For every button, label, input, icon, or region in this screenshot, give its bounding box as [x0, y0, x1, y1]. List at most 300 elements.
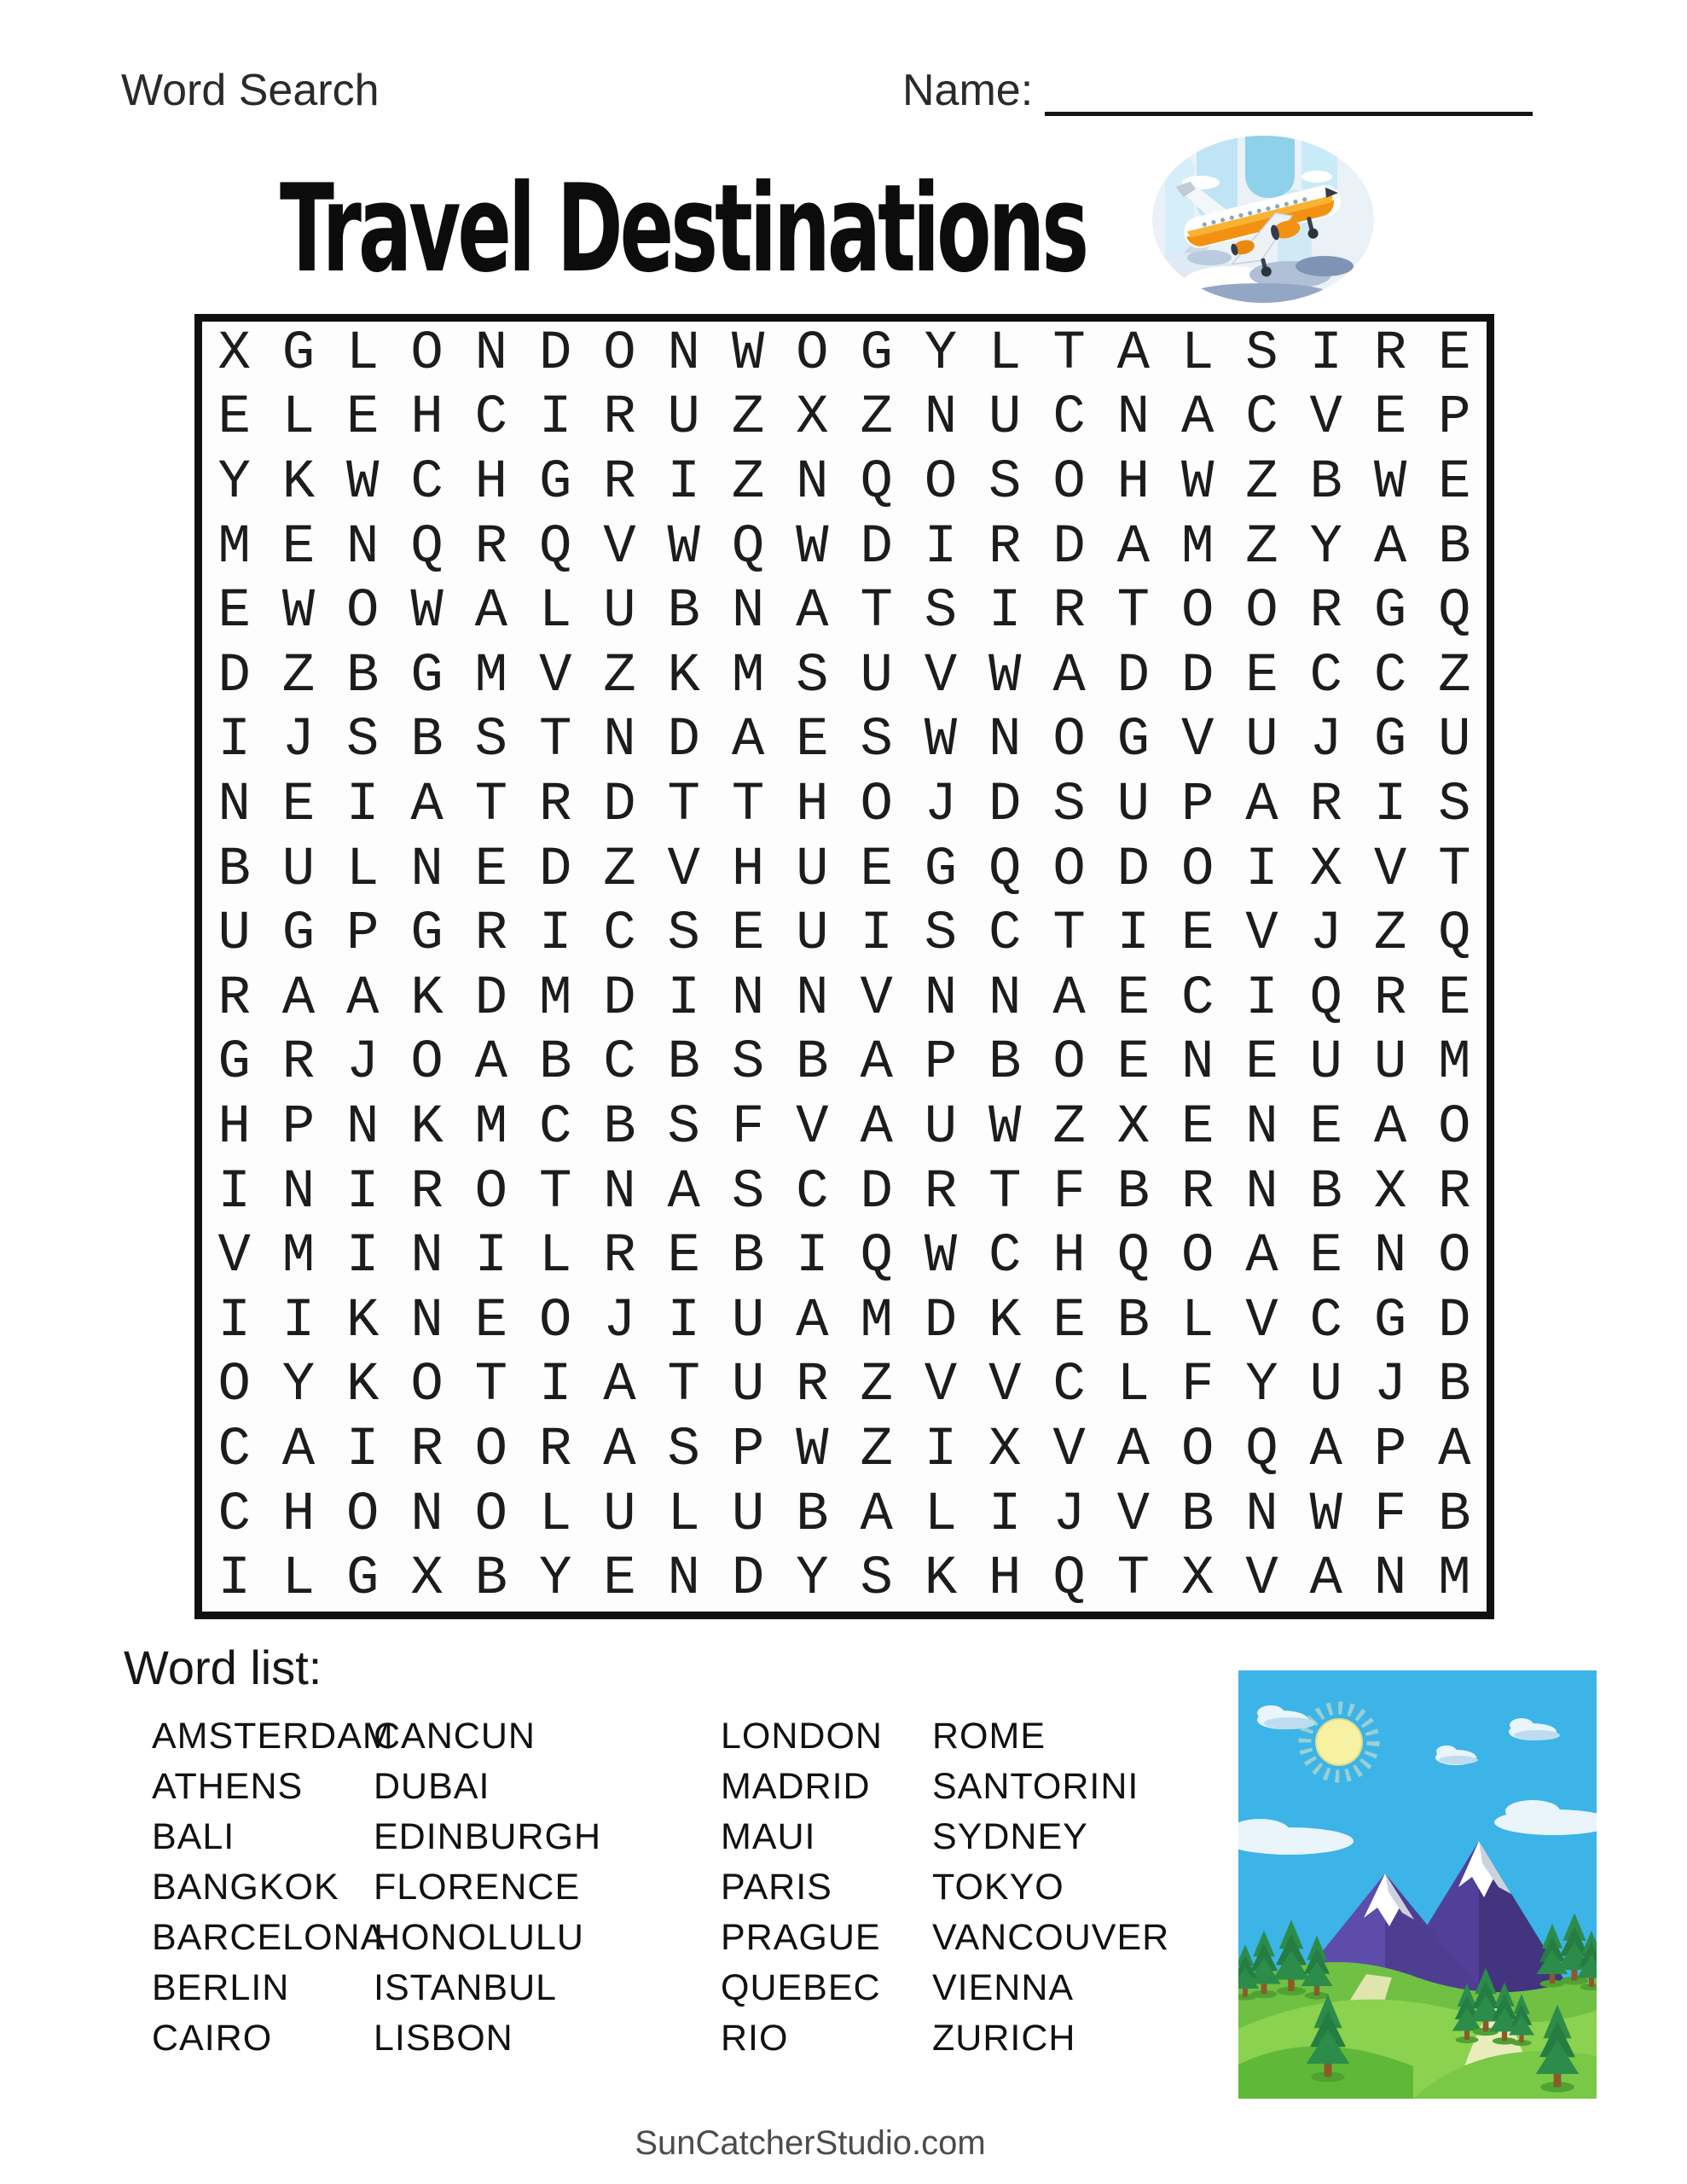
- grid-letter: X: [217, 322, 251, 385]
- grid-letter: D: [1438, 1290, 1471, 1352]
- grid-letter: B: [538, 1032, 572, 1095]
- grid-letter: A: [796, 581, 829, 643]
- grid-letter: C: [1309, 1290, 1342, 1352]
- grid-letter: O: [1180, 1226, 1215, 1288]
- grid-letter: U: [1309, 1032, 1342, 1095]
- grid-letter: R: [474, 516, 508, 578]
- grid-letter: A: [860, 1484, 893, 1546]
- grid-letter: O: [1438, 1096, 1471, 1159]
- grid-letter: W: [1309, 1484, 1342, 1546]
- grid-letter: Y: [538, 1548, 572, 1611]
- grid-letter: U: [796, 839, 829, 901]
- grid-letter: D: [217, 645, 251, 707]
- grid-letter: V: [1052, 1419, 1086, 1481]
- grid-letter: A: [860, 1096, 893, 1159]
- grid-letter: Z: [603, 839, 636, 901]
- grid-letter: L: [281, 387, 316, 450]
- grid-letter: I: [1373, 774, 1407, 836]
- grid-letter: R: [603, 1226, 636, 1288]
- grid-letter: Z: [603, 645, 636, 707]
- grid-letter: T: [1116, 581, 1151, 643]
- grid-letter: A: [1245, 774, 1278, 836]
- grid-letter: L: [667, 1484, 700, 1546]
- grid-letter: E: [217, 581, 251, 643]
- grid-letter: W: [988, 645, 1022, 707]
- grid-letter: L: [281, 1548, 316, 1611]
- grid-letter: P: [281, 1096, 316, 1159]
- grid-letter: E: [1438, 967, 1471, 1030]
- grid-letter: I: [667, 1290, 700, 1352]
- grid-letter: E: [1245, 1032, 1278, 1095]
- grid-letter: O: [1438, 1226, 1471, 1288]
- grid-letter: R: [217, 967, 251, 1030]
- grid-letter: P: [346, 903, 380, 966]
- grid-letter: B: [1438, 516, 1471, 578]
- grid-letter: E: [474, 1290, 508, 1352]
- grid-letter: S: [988, 451, 1022, 514]
- grid-letter: E: [1438, 322, 1471, 385]
- footer-site-name: SunCatcherStudio.com: [635, 2124, 986, 2162]
- grid-letter: C: [1245, 387, 1278, 450]
- word-list-item: ZURICH: [932, 2018, 1076, 2059]
- grid-letter: N: [1180, 1032, 1215, 1095]
- grid-letter: L: [1180, 322, 1215, 385]
- grid-letter: O: [796, 322, 829, 385]
- grid-letter: C: [410, 451, 443, 514]
- grid-letter: N: [410, 1226, 443, 1288]
- grid-letter: Z: [1438, 645, 1471, 707]
- grid-letter: D: [860, 1161, 893, 1223]
- grid-letter: N: [346, 1096, 380, 1159]
- puzzle-title: Travel Destinations: [280, 159, 1087, 299]
- grid-letter: R: [1309, 774, 1342, 836]
- grid-letter: G: [860, 322, 893, 385]
- grid-letter: N: [1373, 1548, 1407, 1611]
- grid-letter: N: [731, 967, 765, 1030]
- grid-letter: S: [731, 1032, 765, 1095]
- grid-letter: C: [474, 387, 508, 450]
- grid-letter: J: [603, 1290, 636, 1352]
- grid-letter: B: [410, 710, 443, 772]
- grid-letter: A: [474, 1032, 508, 1095]
- grid-letter: X: [1373, 1161, 1407, 1223]
- grid-letter: I: [346, 1419, 380, 1481]
- grid-letter: R: [474, 903, 508, 966]
- grid-letter: F: [1180, 1355, 1215, 1417]
- grid-letter: A: [1052, 967, 1086, 1030]
- grid-letter: V: [1245, 1548, 1278, 1611]
- grid-letter: U: [731, 1290, 765, 1352]
- grid-letter: O: [924, 451, 958, 514]
- grid-letter: A: [603, 1419, 636, 1481]
- grid-letter: R: [1373, 322, 1407, 385]
- word-list-item: BALI: [152, 1816, 235, 1857]
- word-list-item: RIO: [721, 2018, 789, 2059]
- grid-letter: G: [1116, 710, 1151, 772]
- grid-letter: A: [410, 774, 443, 836]
- grid-letter: O: [1052, 451, 1086, 514]
- grid-letter: G: [1373, 710, 1407, 772]
- grid-letter: A: [1116, 1419, 1151, 1481]
- grid-letter: E: [1116, 967, 1151, 1030]
- grid-letter: N: [346, 516, 380, 578]
- grid-letter: U: [667, 387, 700, 450]
- grid-letter: Q: [860, 451, 893, 514]
- word-list-item: SYDNEY: [932, 1816, 1088, 1857]
- grid-letter: Q: [1438, 581, 1471, 643]
- word-list-item: LISBON: [374, 2018, 513, 2059]
- grid-letter: T: [860, 581, 893, 643]
- grid-letter: B: [1438, 1484, 1471, 1546]
- grid-letter: A: [474, 581, 508, 643]
- grid-letter: J: [1309, 903, 1342, 966]
- grid-letter: N: [281, 1161, 316, 1223]
- grid-letter: Q: [1245, 1419, 1278, 1481]
- grid-letter: D: [731, 1548, 765, 1611]
- grid-letter: K: [667, 645, 700, 707]
- grid-letter: G: [538, 451, 572, 514]
- grid-letter: G: [281, 903, 316, 966]
- grid-letter: Z: [281, 645, 316, 707]
- word-list-item: DUBAI: [374, 1766, 490, 1807]
- grid-letter: N: [667, 322, 700, 385]
- grid-letter: Q: [410, 516, 443, 578]
- grid-letter: I: [667, 451, 700, 514]
- airplane-icon: [1150, 130, 1380, 309]
- grid-letter: C: [538, 1096, 572, 1159]
- grid-letter: I: [281, 1290, 316, 1352]
- grid-letter: N: [1116, 387, 1151, 450]
- grid-letter: B: [796, 1484, 829, 1546]
- grid-letter: N: [410, 1290, 443, 1352]
- grid-letter: C: [1373, 645, 1407, 707]
- grid-letter: V: [796, 1096, 829, 1159]
- grid-letter: I: [924, 1419, 958, 1481]
- grid-letter: M: [217, 516, 251, 578]
- grid-letter: Z: [860, 1419, 893, 1481]
- grid-letter: A: [796, 1290, 829, 1352]
- grid-letter: N: [1245, 1484, 1278, 1546]
- grid-letter: A: [346, 967, 380, 1030]
- grid-letter: O: [1052, 839, 1086, 901]
- grid-letter: B: [667, 1032, 700, 1095]
- grid-letter: D: [924, 1290, 958, 1352]
- grid-letter: D: [860, 516, 893, 578]
- grid-letter: V: [1373, 839, 1407, 901]
- word-list-item: ROME: [932, 1716, 1046, 1757]
- grid-letter: S: [667, 1096, 700, 1159]
- grid-letter: R: [1373, 967, 1407, 1030]
- grid-letter: Y: [1245, 1355, 1278, 1417]
- grid-letter: I: [217, 710, 251, 772]
- grid-letter: M: [1438, 1548, 1471, 1611]
- word-list-item: QUEBEC: [721, 1967, 881, 2008]
- grid-letter: G: [281, 322, 316, 385]
- grid-letter: B: [1438, 1355, 1471, 1417]
- grid-letter: I: [538, 903, 572, 966]
- grid-letter: B: [346, 645, 380, 707]
- word-list-item: MAUI: [721, 1816, 816, 1857]
- grid-letter: L: [538, 1226, 572, 1288]
- grid-letter: I: [1309, 322, 1342, 385]
- grid-letter: A: [1373, 516, 1407, 578]
- grid-letter: A: [1116, 516, 1151, 578]
- grid-letter: B: [1309, 451, 1342, 514]
- grid-letter: V: [1116, 1484, 1151, 1546]
- grid-letter: P: [1180, 774, 1215, 836]
- grid-letter: Z: [1245, 451, 1278, 514]
- word-list-item: LONDON: [721, 1716, 883, 1757]
- grid-letter: B: [796, 1032, 829, 1095]
- grid-letter: B: [474, 1548, 508, 1611]
- grid-letter: S: [796, 645, 829, 707]
- word-list-item: MADRID: [721, 1766, 871, 1807]
- grid-letter: T: [667, 774, 700, 836]
- grid-letter: C: [603, 1032, 636, 1095]
- grid-letter: C: [217, 1419, 251, 1481]
- word-list-item: VANCOUVER: [932, 1917, 1170, 1958]
- grid-letter: A: [1309, 1419, 1342, 1481]
- grid-letter: L: [1116, 1355, 1151, 1417]
- grid-letter: O: [1180, 1419, 1215, 1481]
- grid-letter: N: [796, 967, 829, 1030]
- grid-letter: L: [988, 322, 1022, 385]
- grid-letter: U: [731, 1484, 765, 1546]
- grid-letter: S: [1438, 774, 1471, 836]
- grid-letter: N: [1245, 1096, 1278, 1159]
- grid-letter: E: [281, 774, 316, 836]
- name-field: [902, 65, 1533, 116]
- grid-letter: J: [924, 774, 958, 836]
- grid-letter: P: [1373, 1419, 1407, 1481]
- grid-letter: G: [410, 645, 443, 707]
- grid-letter: M: [731, 645, 765, 707]
- grid-letter: L: [924, 1484, 958, 1546]
- grid-letter: L: [1180, 1290, 1215, 1352]
- grid-letter: H: [988, 1548, 1022, 1611]
- word-list-item: TOKYO: [932, 1867, 1064, 1908]
- grid-letter: V: [1245, 1290, 1278, 1352]
- grid-letter: C: [1052, 1355, 1086, 1417]
- grid-letter: R: [538, 774, 572, 836]
- grid-letter: K: [281, 451, 316, 514]
- grid-letter: Q: [731, 516, 765, 578]
- grid-letter: J: [1373, 1355, 1407, 1417]
- grid-letter: A: [281, 967, 316, 1030]
- grid-letter: R: [1180, 1161, 1215, 1223]
- grid-letter: U: [1373, 1032, 1407, 1095]
- word-list-item: FLORENCE: [374, 1867, 581, 1908]
- grid-letter: I: [538, 1355, 572, 1417]
- grid-letter: E: [1438, 451, 1471, 514]
- grid-letter: D: [1116, 839, 1151, 901]
- grid-letter: G: [1373, 581, 1407, 643]
- grid-letter: H: [281, 1484, 316, 1546]
- grid-letter: U: [1438, 710, 1471, 772]
- grid-letter: V: [1309, 387, 1342, 450]
- grid-letter: I: [346, 1161, 380, 1223]
- grid-letter: D: [538, 322, 572, 385]
- grid-letter: W: [1180, 451, 1215, 514]
- grid-letter: H: [731, 839, 765, 901]
- grid-letter: M: [538, 967, 572, 1030]
- grid-letter: W: [924, 710, 958, 772]
- grid-letter: R: [1309, 581, 1342, 643]
- grid-letter: P: [731, 1419, 765, 1481]
- grid-letter: R: [924, 1161, 958, 1223]
- grid-letter: Z: [1245, 516, 1278, 578]
- grid-letter: Q: [988, 839, 1022, 901]
- grid-letter: W: [667, 516, 700, 578]
- grid-letter: S: [860, 710, 893, 772]
- grid-letter: R: [410, 1419, 443, 1481]
- grid-letter: K: [346, 1290, 380, 1352]
- grid-letter: I: [217, 1161, 251, 1223]
- grid-letter: N: [410, 839, 443, 901]
- grid-letter: N: [731, 581, 765, 643]
- grid-letter: T: [988, 1161, 1022, 1223]
- grid-letter: B: [1116, 1161, 1151, 1223]
- grid-letter: D: [474, 967, 508, 1030]
- grid-letter: V: [924, 1355, 958, 1417]
- grid-letter: E: [281, 516, 316, 578]
- grid-letter: S: [860, 1548, 893, 1611]
- word-list-item: AMSTERDAM: [152, 1716, 394, 1757]
- grid-letter: I: [796, 1226, 829, 1288]
- grid-letter: Q: [1438, 903, 1471, 966]
- grid-letter: I: [1245, 967, 1278, 1030]
- grid-letter: L: [346, 839, 380, 901]
- grid-letter: S: [346, 710, 380, 772]
- grid-letter: W: [346, 451, 380, 514]
- grid-letter: V: [1180, 710, 1215, 772]
- grid-letter: S: [731, 1161, 765, 1223]
- grid-letter: R: [988, 516, 1022, 578]
- grid-letter: S: [667, 903, 700, 966]
- grid-letter: K: [410, 1096, 443, 1159]
- grid-letter: U: [796, 903, 829, 966]
- grid-letter: M: [1180, 516, 1215, 578]
- grid-letter: A: [731, 710, 765, 772]
- word-list-item: VIENNA: [932, 1967, 1075, 2008]
- grid-letter: B: [217, 839, 251, 901]
- grid-letter: J: [1052, 1484, 1086, 1546]
- grid-letter: E: [1373, 387, 1407, 450]
- grid-letter: F: [1373, 1484, 1407, 1546]
- grid-letter: U: [603, 1484, 636, 1546]
- grid-letter: R: [410, 1161, 443, 1223]
- grid-letter: I: [988, 1484, 1022, 1546]
- grid-letter: C: [217, 1484, 251, 1546]
- grid-letter: Y: [1309, 516, 1342, 578]
- word-list-item: PARIS: [721, 1867, 832, 1908]
- grid-letter: G: [346, 1548, 380, 1611]
- grid-letter: S: [924, 903, 958, 966]
- grid-letter: U: [1116, 774, 1151, 836]
- grid-letter: L: [538, 1484, 572, 1546]
- grid-letter: O: [1180, 839, 1215, 901]
- grid-letter: D: [1180, 645, 1215, 707]
- grid-letter: X: [1309, 839, 1342, 901]
- grid-letter: N: [988, 967, 1022, 1030]
- grid-letter: B: [731, 1226, 765, 1288]
- word-list-item: BARCELONA: [152, 1917, 386, 1958]
- grid-letter: C: [796, 1161, 829, 1223]
- grid-letter: Z: [1052, 1096, 1086, 1159]
- grid-letter: U: [924, 1096, 958, 1159]
- grid-letter: O: [410, 322, 443, 385]
- grid-letter: C: [1180, 967, 1215, 1030]
- grid-letter: P: [1438, 387, 1471, 450]
- letter-grid: [194, 314, 1494, 1619]
- grid-letter: Z: [1373, 903, 1407, 966]
- grid-letter: W: [988, 1096, 1022, 1159]
- grid-letter: T: [731, 774, 765, 836]
- landscape-icon: [1238, 1670, 1597, 2099]
- word-list-item: BANGKOK: [152, 1867, 339, 1908]
- grid-letter: E: [474, 839, 508, 901]
- grid-letter: S: [474, 710, 508, 772]
- grid-letter: A: [1245, 1226, 1278, 1288]
- grid-letter: A: [667, 1161, 700, 1223]
- grid-letter: N: [667, 1548, 700, 1611]
- grid-letter: M: [860, 1290, 893, 1352]
- grid-letter: C: [1052, 387, 1086, 450]
- grid-letter: A: [1309, 1548, 1342, 1611]
- word-list-item: SANTORINI: [932, 1766, 1139, 1807]
- grid-letter: T: [667, 1355, 700, 1417]
- grid-letter: N: [1245, 1161, 1278, 1223]
- grid-letter: S: [924, 581, 958, 643]
- grid-letter: H: [796, 774, 829, 836]
- grid-letter: Y: [924, 322, 958, 385]
- grid-letter: T: [1116, 1548, 1151, 1611]
- grid-letter: E: [1116, 1032, 1151, 1095]
- grid-letter: A: [1373, 1096, 1407, 1159]
- grid-letter: I: [988, 581, 1022, 643]
- grid-letter: E: [346, 387, 380, 450]
- grid-letter: S: [667, 1419, 700, 1481]
- grid-letter: W: [281, 581, 316, 643]
- grid-letter: I: [474, 1226, 508, 1288]
- grid-letter: W: [731, 322, 765, 385]
- grid-letter: Z: [860, 1355, 893, 1417]
- grid-letter: R: [603, 387, 636, 450]
- grid-letter: S: [1052, 774, 1086, 836]
- grid-letter: L: [538, 581, 572, 643]
- grid-letter: S: [1245, 322, 1278, 385]
- grid-letter: V: [217, 1226, 251, 1288]
- grid-letter: Z: [731, 387, 765, 450]
- grid-letter: H: [474, 451, 508, 514]
- grid-letter: U: [731, 1355, 765, 1417]
- grid-letter: G: [1373, 1290, 1407, 1352]
- grid-letter: M: [281, 1226, 316, 1288]
- grid-letter: C: [603, 903, 636, 966]
- grid-letter: W: [410, 581, 443, 643]
- grid-letter: M: [1438, 1032, 1471, 1095]
- grid-letter: O: [860, 774, 893, 836]
- grid-letter: E: [860, 839, 893, 901]
- grid-letter: F: [1052, 1161, 1086, 1223]
- grid-letter: H: [1052, 1226, 1086, 1288]
- grid-letter: J: [1309, 710, 1342, 772]
- grid-letter: B: [603, 1096, 636, 1159]
- grid-letter: R: [1438, 1161, 1471, 1223]
- grid-letter: T: [538, 1161, 572, 1223]
- grid-letter: O: [474, 1161, 508, 1223]
- grid-letter: B: [1309, 1161, 1342, 1223]
